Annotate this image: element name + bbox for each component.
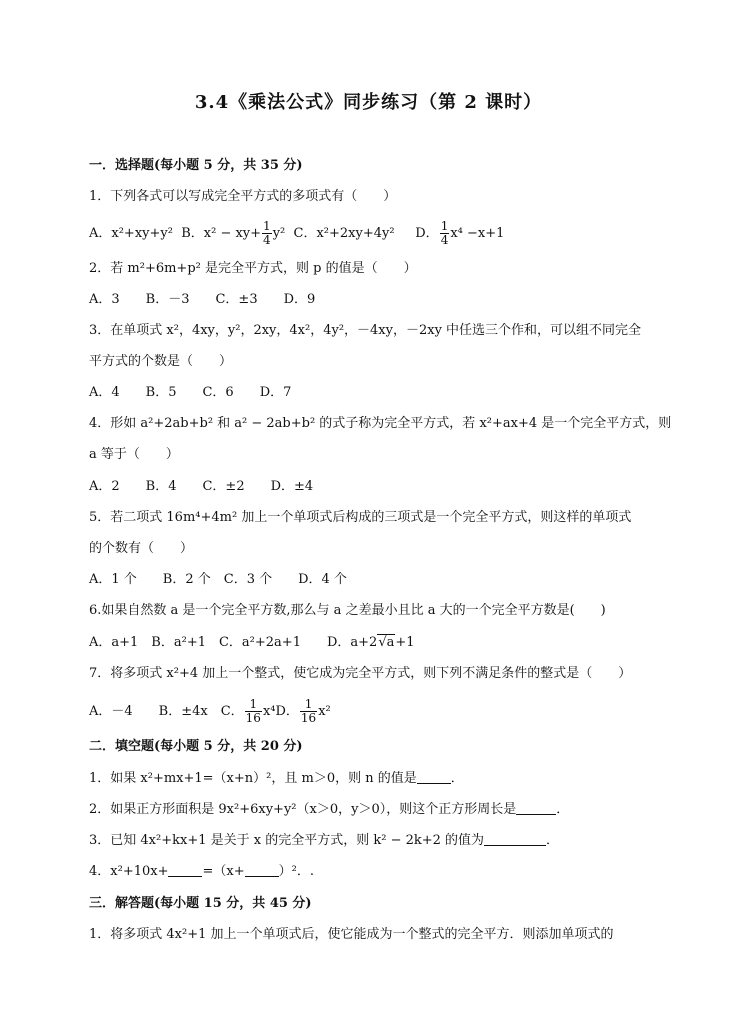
q5-stem-line2: 的个数有（ ）	[89, 541, 194, 556]
section-fill-heading: 二．填空题(每小题 5 分，共 20 分)	[89, 739, 303, 754]
q1-stem: 1．下列各式可以写成完全平方式的多项式有（ ）	[89, 189, 397, 204]
q6-stem: 6.如果自然数 a 是一个完全平方数,那么与 a 之差最小且比 a 大的一个完全平方数是( )	[89, 603, 606, 618]
q7-stem: 7．将多项式 x²+4 加上一个整式，使它成为完全平方式，则下列不满足条件的整式是（ ）	[89, 666, 632, 681]
fill-q4: 4．x²+10x+ =（x+ ）²．.	[89, 864, 314, 879]
fill-q3: 3．已知 4x²+kx+1 是关于 x 的完全平方式，则 k² − 2k+2 的值为 ．	[89, 833, 560, 848]
fill-q2: 2．如果正方形面积是 9x²+6xy+y²（x＞0，y＞0），则这个正方形周长是 ．	[89, 802, 570, 817]
q1-option-c: C．x²+2xy+4y²	[293, 226, 395, 241]
q7-options: A．－4 B．±4x C． $\frac{1}{16}$ x⁴D． $\frac{1}{16}$ x²	[89, 697, 331, 725]
sqrt-radical: √a	[378, 635, 395, 650]
fraction: $\frac{1}{16}$	[245, 697, 261, 725]
q1-options	[89, 220, 504, 247]
answer-blank[interactable]	[484, 833, 546, 846]
q1-option-b: B．x² − xy+ $\frac{1}{4}$ y²	[181, 219, 286, 247]
q4-stem-line2: a 等于（ ）	[89, 447, 179, 462]
fraction: $\frac{1}{4}$	[440, 219, 449, 247]
q5-stem-line1: 5．若二项式 16m⁴+4m² 加上一个单项式后构成的三项式是一个完全平方式，则这样的单项式	[89, 510, 632, 525]
q1-option-d: D． $\frac{1}{4}$ x⁴ −x+1	[415, 219, 505, 247]
answer-q1-stem: 1．将多项式 4x²+1 加上一个单项式后，使它能成为一个整式的完全平方．则添加单项式的	[89, 927, 614, 942]
page-title: 3.4《乘法公式》同步练习（第 2 课时）	[194, 92, 543, 113]
q2-options: A．3 B．－3 C．±3 D．9	[89, 292, 316, 307]
q4-stem-line1: 4．形如 a²+2ab+b² 和 a² − 2ab+b² 的式子称为完全平方式，若 x²+ax+4 是一个完全平方式，则	[89, 416, 672, 431]
q1-option-a: A．x²+xy+y²	[89, 226, 173, 241]
q4-options: A．2 B．4 C．±2 D．±4	[89, 479, 314, 494]
q2-stem: 2．若 m²+6m+p² 是完全平方式，则 p 的值是（ ）	[89, 261, 417, 276]
answer-blank[interactable]	[245, 864, 279, 877]
q3-options: A．4 B．5 C．6 D．7	[89, 385, 292, 400]
fill-q1: 1．如果 x²+mx+1=（x+n）²，且 m＞0，则 n 的值是 ．	[89, 771, 464, 786]
answer-blank[interactable]	[516, 802, 556, 815]
q3-stem-line2: 平方式的个数是（ ）	[89, 354, 233, 369]
fraction: $\frac{1}{4}$	[263, 219, 271, 247]
section-choice-heading: 一．选择题(每小题 5 分，共 35 分)	[89, 158, 303, 173]
fraction: $\frac{1}{16}$	[300, 697, 317, 725]
q3-stem-line1: 3．在单项式 x²，4xy，y²，2xy，4x²，4y²，－4xy，－2xy 中任选三个作和，可以组不同完全	[89, 323, 642, 338]
q5-options: A．1 个 B．2 个 C．3 个 D．4 个	[89, 572, 347, 587]
answer-blank[interactable]	[417, 771, 451, 784]
answer-blank[interactable]	[168, 864, 202, 877]
section-answer-heading: 三．解答题(每小题 15 分，共 45 分)	[89, 896, 312, 911]
q6-options: A．a+1 B．a²+1 C．a²+2a+1 D．a+2√a+1	[89, 635, 415, 650]
